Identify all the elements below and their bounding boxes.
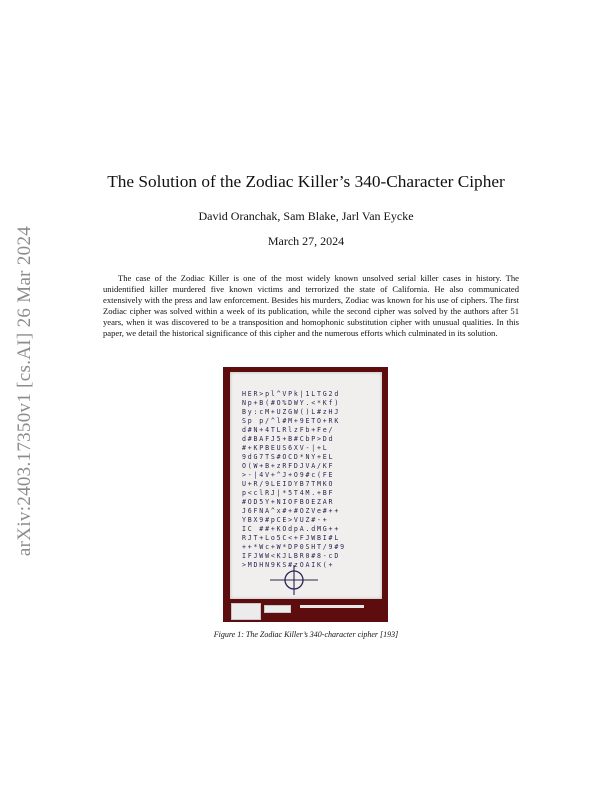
arxiv-identifier-stamp	[10, 202, 40, 580]
cipher-row: p<clRJ|*5T4M.+BF	[242, 489, 335, 497]
cipher-row: ++*Wc+W*DP0SHT/9#9	[242, 543, 346, 551]
cipher-row: #+KPBEUS6XV-|+L	[242, 444, 329, 452]
arxiv-identifier-text: arXiv:2403.17350v1 [cs.AI] 26 Mar 2024	[14, 225, 35, 557]
cipher-row: RJT+Lo5C<+FJWBI#L	[242, 534, 341, 542]
paper-authors: David Oranchak, Sam Blake, Jarl Van Eycke	[198, 209, 414, 223]
evidence-tag-1	[231, 603, 261, 620]
abstract-paragraph: The case of the Zodiac Killer is one of the most widely known unsolved serial killer cases in history. The unidentified killer murdered five known victims and terrorized the state of California. He also communicated extensively with the press and law enforcement. Besides his murders, Zodiac was known for his use of ciphers. The first Zodiac cipher was solved within a week of its publication, while the second cipher was solved by the authors after 51 years, when it was discovered to be a transposition and homophonic substitution cipher with unusual qualities. In this paper, we detail the historical significance of this cipher and the numerous efforts which culminated in its solution.	[103, 273, 519, 338]
cipher-row: IC ##+KOdpA.dMG++	[242, 525, 341, 533]
cipher-row: d#N+4TLRlzFb+Fe/	[242, 426, 335, 434]
figure-caption: Figure 1: The Zodiac Killer’s 340-character cipher [193]	[213, 630, 399, 639]
evidence-tag-2	[264, 605, 291, 613]
cipher-row: O(W+B+zRFDJVA/KF	[242, 462, 335, 470]
cipher-row: By:cM+UZGW()L#zHJ	[242, 408, 341, 416]
cipher-row: Sp p/^l#M+9ETO+RK	[242, 417, 341, 425]
cipher-row: 9dG7TS#OCD*NY+EL	[242, 453, 335, 461]
cipher-row: Np+B(#O%DWY.<*Kf)	[242, 399, 341, 407]
cipher-row: U+R/9LEIDYB7TMKO	[242, 480, 335, 488]
cipher-row: >-|4V+^J+O9#c(FE	[242, 471, 335, 479]
cipher-row: YBX9#pCE>VUZ#-+	[242, 516, 329, 524]
cipher-row: IFJWW<KJLBR0#8-cD	[242, 552, 341, 560]
paper-title: The Solution of the Zodiac Killer’s 340-Character Cipher	[107, 172, 505, 191]
cipher-row: #OD5Y+NIOFBOEZAR	[242, 498, 335, 506]
cipher-row: HER>pl^VPk|1LTG2d	[242, 390, 341, 398]
cipher-row: d#BAFJ5+B#CbP>Dd	[242, 435, 335, 443]
cipher-paper-sheet	[230, 372, 382, 599]
cipher-figure-photo	[223, 367, 388, 622]
cipher-row: >MDHN9KS#zOAIK(+	[242, 561, 335, 569]
paper-date: March 27, 2024	[267, 234, 345, 248]
evidence-strip	[300, 605, 364, 608]
zodiac-crosshair-icon	[270, 565, 318, 595]
cipher-row: J6FNA^x#+#OZVe#++	[242, 507, 341, 515]
